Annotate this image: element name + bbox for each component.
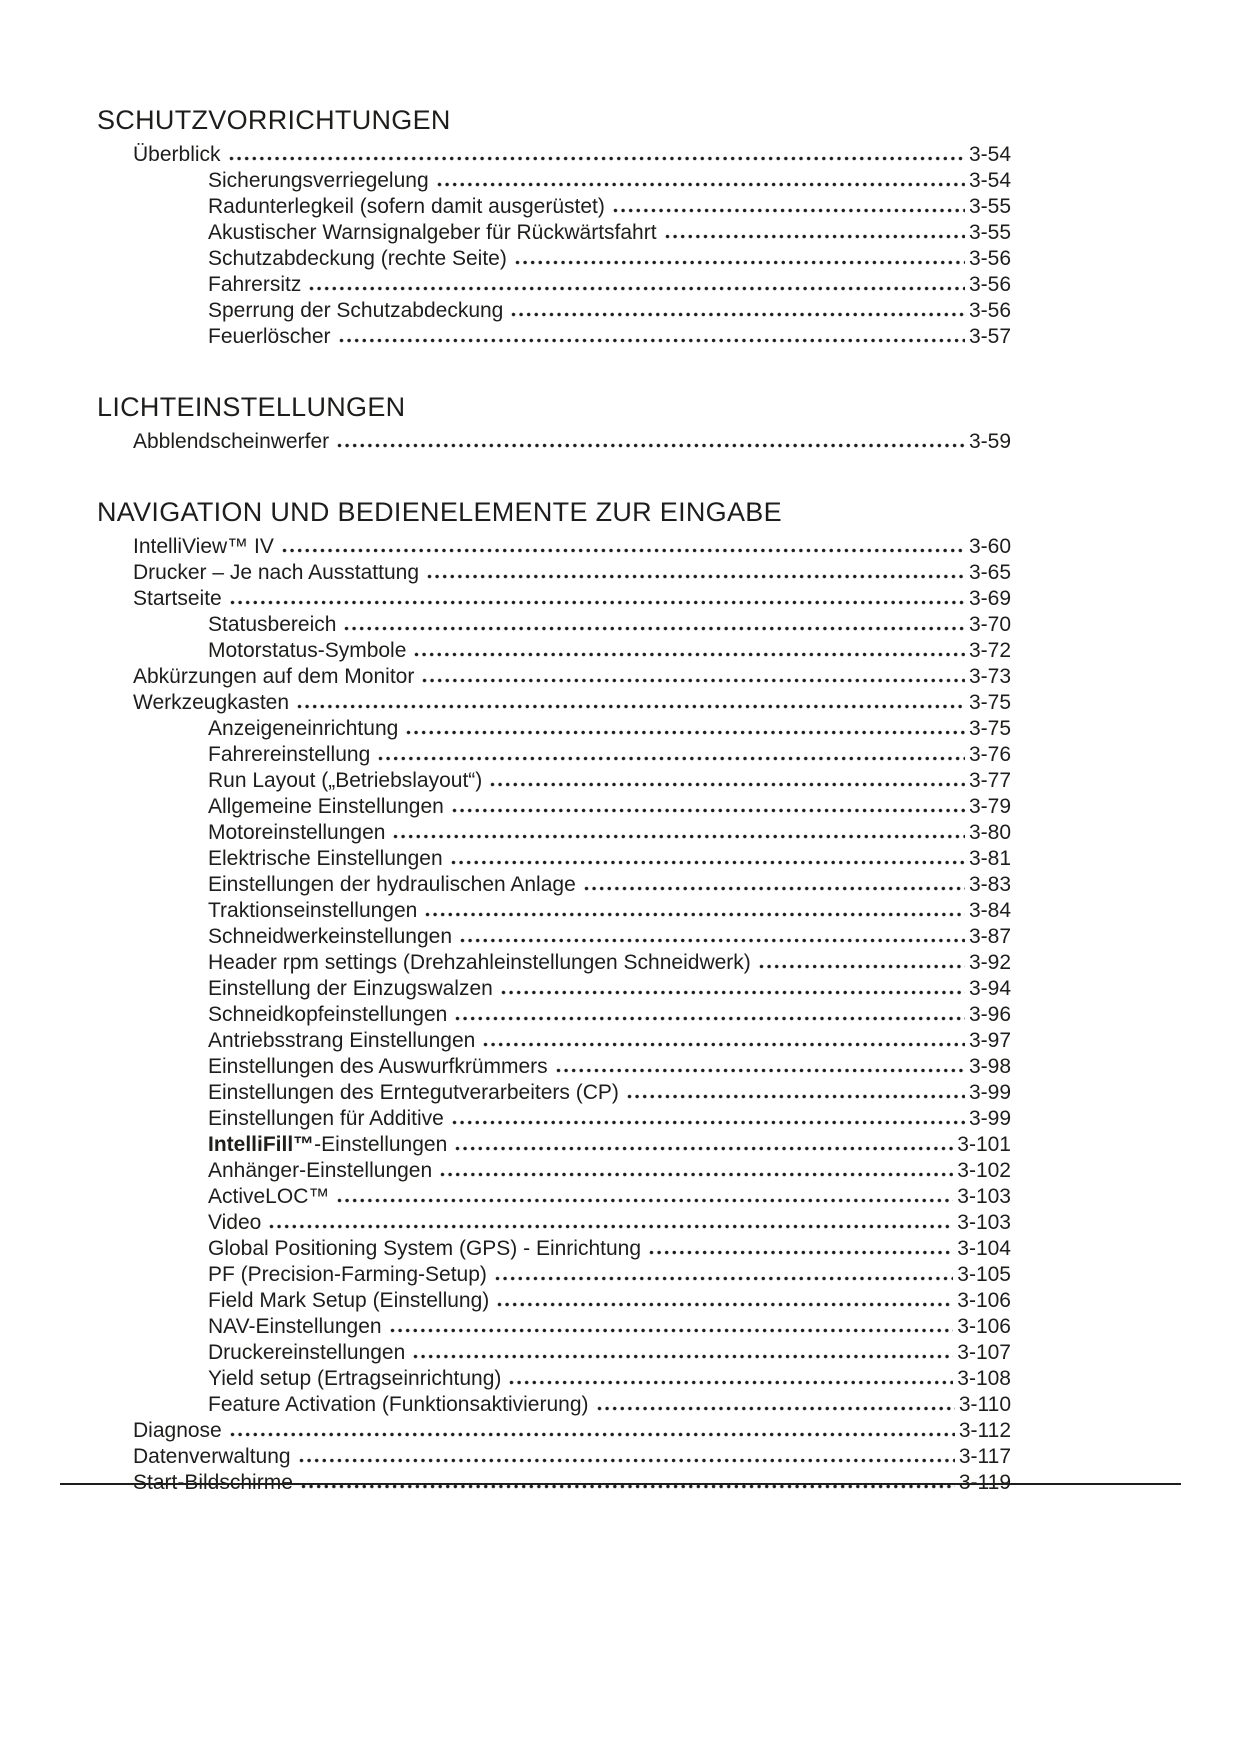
entry-page-number: 3-92 bbox=[968, 951, 1011, 974]
entry-label: Yield setup (Ertragseinrichtung) bbox=[208, 1367, 502, 1390]
entry-label: Fahrersitz bbox=[208, 273, 302, 296]
entry-label: PF (Precision-Farming-Setup) bbox=[208, 1263, 487, 1286]
entry-label: Schneidwerkeinstellungen bbox=[208, 925, 452, 948]
leader-dots bbox=[494, 1276, 953, 1281]
section-title: SCHUTZVORRICHTUNGEN bbox=[97, 105, 451, 135]
leader-dots bbox=[436, 182, 965, 187]
entry-label: Datenverwaltung bbox=[133, 1445, 291, 1468]
entry-page-number: 3-57 bbox=[968, 325, 1011, 348]
entry-label: IntelliView™ IV bbox=[133, 535, 274, 558]
entry-page-number: 3-108 bbox=[957, 1367, 1011, 1390]
leader-dots bbox=[612, 208, 965, 213]
entry-label: Global Positioning System (GPS) - Einrichtung bbox=[208, 1237, 642, 1260]
entry-page-number: 3-59 bbox=[968, 430, 1011, 453]
entry-page-number: 3-65 bbox=[968, 561, 1011, 584]
toc-entry bbox=[97, 976, 1011, 1002]
leader-dots bbox=[338, 338, 965, 343]
leader-dots bbox=[555, 1068, 965, 1073]
toc-entry bbox=[97, 560, 1011, 586]
leader-dots bbox=[392, 834, 965, 839]
entry-page-number: 3-55 bbox=[968, 195, 1011, 218]
entry-page-number: 3-56 bbox=[968, 273, 1011, 296]
leader-dots bbox=[489, 782, 965, 787]
entry-label: Akustischer Warnsignalgeber für Rückwärtsfahrt bbox=[208, 221, 657, 244]
entry-page-number: 3-103 bbox=[957, 1185, 1011, 1208]
toc-entry bbox=[97, 298, 1011, 324]
table-of-contents bbox=[97, 104, 1011, 1496]
entry-label: Motorstatus-Symbole bbox=[208, 639, 407, 662]
toc-entry bbox=[97, 1418, 1011, 1444]
entry-page-number: 3-117 bbox=[958, 1445, 1011, 1468]
entry-page-number: 3-99 bbox=[968, 1107, 1011, 1130]
leader-dots bbox=[451, 1120, 965, 1125]
toc-entry bbox=[97, 1210, 1011, 1236]
toc-entry bbox=[97, 142, 1011, 168]
entry-label: Einstellung der Einzugswalzen bbox=[208, 977, 493, 1000]
leader-dots bbox=[439, 1172, 953, 1177]
toc-entry bbox=[97, 716, 1011, 742]
entry-page-number: 3-70 bbox=[968, 613, 1011, 636]
entry-label: Druckereinstellungen bbox=[208, 1341, 406, 1364]
entry-label: Einstellungen der hydraulischen Anlage bbox=[208, 873, 576, 896]
leader-dots bbox=[228, 156, 965, 161]
entry-page-number: 3-73 bbox=[968, 665, 1011, 688]
leader-dots bbox=[626, 1094, 965, 1099]
entry-label: Abblendscheinwerfer bbox=[133, 430, 330, 453]
entry-page-number: 3-76 bbox=[968, 743, 1011, 766]
entry-label: Sicherungsverriegelung bbox=[208, 169, 429, 192]
entry-page-number: 3-80 bbox=[968, 821, 1011, 844]
leader-dots bbox=[268, 1224, 953, 1229]
entry-page-number: 3-75 bbox=[968, 717, 1011, 740]
entry-label: Überblick bbox=[133, 143, 221, 166]
toc-section bbox=[97, 496, 1011, 1496]
entry-page-number: 3-102 bbox=[957, 1159, 1011, 1182]
toc-section bbox=[97, 104, 1011, 350]
leader-dots bbox=[451, 808, 965, 813]
leader-dots bbox=[343, 626, 965, 631]
leader-dots bbox=[454, 1016, 965, 1021]
entry-page-number: 3-104 bbox=[957, 1237, 1011, 1260]
leader-dots bbox=[281, 548, 965, 553]
toc-entry bbox=[97, 1002, 1011, 1028]
leader-dots bbox=[412, 1354, 953, 1359]
entry-label: Schneidkopfeinstellungen bbox=[208, 1003, 448, 1026]
entry-page-number: 3-94 bbox=[968, 977, 1011, 1000]
entry-label: Einstellungen für Additive bbox=[208, 1107, 444, 1130]
toc-entry bbox=[97, 586, 1011, 612]
leader-dots bbox=[389, 1328, 954, 1333]
toc-entry bbox=[97, 246, 1011, 272]
entry-label: Motoreinstellungen bbox=[208, 821, 386, 844]
entry-page-number: 3-110 bbox=[958, 1393, 1011, 1416]
entry-page-number: 3-69 bbox=[968, 587, 1011, 610]
toc-entry bbox=[97, 1392, 1011, 1418]
toc-entry bbox=[97, 1288, 1011, 1314]
toc-entry bbox=[97, 1028, 1011, 1054]
entry-label: Run Layout („Betriebslayout“) bbox=[208, 769, 483, 792]
leader-dots bbox=[413, 652, 965, 657]
toc-entry bbox=[97, 324, 1011, 350]
entry-label: Antriebsstrang Einstellungen bbox=[208, 1029, 476, 1052]
toc-entry bbox=[97, 612, 1011, 638]
leader-dots bbox=[296, 704, 965, 709]
entry-page-number: 3-60 bbox=[968, 535, 1011, 558]
toc-entry bbox=[97, 1340, 1011, 1366]
entry-page-number: 3-81 bbox=[968, 847, 1011, 870]
toc-entry bbox=[97, 1262, 1011, 1288]
entry-page-number: 3-101 bbox=[957, 1133, 1011, 1156]
entry-label: Einstellungen des Erntegutverarbeiters (CP) bbox=[208, 1081, 619, 1104]
entry-page-number: 3-75 bbox=[968, 691, 1011, 714]
toc-entry bbox=[97, 638, 1011, 664]
entry-label: ActiveLOC™ bbox=[208, 1185, 330, 1208]
toc-entry bbox=[97, 1054, 1011, 1080]
toc-entry bbox=[97, 846, 1011, 872]
leader-dots bbox=[758, 964, 965, 969]
entry-page-number: 3-103 bbox=[957, 1211, 1011, 1234]
leader-dots bbox=[459, 938, 965, 943]
toc-entry bbox=[97, 1158, 1011, 1184]
leader-dots bbox=[229, 600, 965, 605]
section-title: NAVIGATION UND BEDIENELEMENTE ZUR EINGABE bbox=[97, 497, 782, 527]
toc-entry bbox=[97, 1184, 1011, 1210]
toc-entry bbox=[97, 898, 1011, 924]
toc-entry bbox=[97, 1236, 1011, 1262]
entry-label: Drucker – Je nach Ausstattung bbox=[133, 561, 419, 584]
leader-dots bbox=[377, 756, 965, 761]
entry-page-number: 3-105 bbox=[957, 1263, 1011, 1286]
entry-page-number: 3-87 bbox=[968, 925, 1011, 948]
toc-entry bbox=[97, 194, 1011, 220]
toc-entry bbox=[97, 924, 1011, 950]
entry-page-number: 3-56 bbox=[968, 299, 1011, 322]
entry-page-number: 3-55 bbox=[968, 221, 1011, 244]
toc-entry bbox=[97, 272, 1011, 298]
entry-label: Header rpm settings (Drehzahleinstellungen Schneidwerk) bbox=[208, 951, 751, 974]
toc-entry bbox=[97, 742, 1011, 768]
leader-dots bbox=[405, 730, 965, 735]
entry-label: Startseite bbox=[133, 587, 222, 610]
leader-dots bbox=[450, 860, 965, 865]
toc-entry bbox=[97, 1106, 1011, 1132]
toc-entry bbox=[97, 1444, 1011, 1470]
toc-entry bbox=[97, 168, 1011, 194]
entry-page-number: 3-96 bbox=[968, 1003, 1011, 1026]
leader-dots bbox=[596, 1406, 955, 1411]
entry-page-number: 3-106 bbox=[957, 1315, 1011, 1338]
entry-page-number: 3-54 bbox=[968, 169, 1011, 192]
leader-dots bbox=[454, 1146, 953, 1151]
entry-label: Traktionseinstellungen bbox=[208, 899, 418, 922]
leader-dots bbox=[496, 1302, 953, 1307]
entry-label: Werkzeugkasten bbox=[133, 691, 290, 714]
entry-page-number: 3-72 bbox=[968, 639, 1011, 662]
toc-entry bbox=[97, 794, 1011, 820]
leader-dots bbox=[583, 886, 965, 891]
entry-label: Fahrereinstellung bbox=[208, 743, 371, 766]
toc-section bbox=[97, 391, 1011, 455]
leader-dots bbox=[424, 912, 965, 917]
leader-dots bbox=[514, 260, 965, 265]
toc-entry bbox=[97, 872, 1011, 898]
entry-page-number: 3-107 bbox=[957, 1341, 1011, 1364]
entry-label: Diagnose bbox=[133, 1419, 222, 1442]
entry-label: NAV-Einstellungen bbox=[208, 1315, 382, 1338]
toc-entry bbox=[97, 768, 1011, 794]
section-title: LICHTEINSTELLUNGEN bbox=[97, 392, 406, 422]
toc-entry bbox=[97, 950, 1011, 976]
entry-label: Anzeigeneinrichtung bbox=[208, 717, 399, 740]
toc-entry bbox=[97, 690, 1011, 716]
entry-label: Radunterlegkeil (sofern damit ausgerüstet) bbox=[208, 195, 605, 218]
leader-dots bbox=[664, 234, 965, 239]
entry-label: Abkürzungen auf dem Monitor bbox=[133, 665, 415, 688]
entry-page-number: 3-106 bbox=[957, 1289, 1011, 1312]
entry-label: Feuerlöscher bbox=[208, 325, 331, 348]
entry-page-number: 3-99 bbox=[968, 1081, 1011, 1104]
entry-label: Einstellungen des Auswurfkrümmers bbox=[208, 1055, 548, 1078]
entry-label: Sperrung der Schutzabdeckung bbox=[208, 299, 504, 322]
entry-page-number: 3-119 bbox=[958, 1471, 1011, 1494]
entry-page-number: 3-83 bbox=[968, 873, 1011, 896]
entry-label: Elektrische Einstellungen bbox=[208, 847, 443, 870]
toc-entry bbox=[97, 1080, 1011, 1106]
leader-dots bbox=[298, 1458, 955, 1463]
entry-label: Video bbox=[208, 1211, 262, 1234]
leader-dots bbox=[308, 286, 965, 291]
entry-label: Feature Activation (Funktionsaktivierung) bbox=[208, 1393, 589, 1416]
entry-page-number: 3-98 bbox=[968, 1055, 1011, 1078]
toc-entry bbox=[97, 220, 1011, 246]
entry-label: Field Mark Setup (Einstellung) bbox=[208, 1289, 490, 1312]
entry-page-number: 3-79 bbox=[968, 795, 1011, 818]
entry-label: Start-Bildschirme bbox=[133, 1471, 293, 1494]
leader-dots bbox=[426, 574, 965, 579]
entry-label: Allgemeine Einstellungen bbox=[208, 795, 444, 818]
leader-dots bbox=[336, 443, 965, 448]
entry-page-number: 3-56 bbox=[968, 247, 1011, 270]
leader-dots bbox=[421, 678, 965, 683]
footer-rule bbox=[60, 1483, 1181, 1485]
leader-dots bbox=[510, 312, 965, 317]
leader-dots bbox=[508, 1380, 953, 1385]
entry-page-number: 3-77 bbox=[968, 769, 1011, 792]
toc-entry bbox=[97, 1314, 1011, 1340]
entry-label: Schutzabdeckung (rechte Seite) bbox=[208, 247, 507, 270]
entry-page-number: 3-84 bbox=[968, 899, 1011, 922]
entry-label: Statusbereich bbox=[208, 613, 337, 636]
toc-entry bbox=[97, 534, 1011, 560]
leader-dots bbox=[482, 1042, 965, 1047]
entry-page-number: 3-112 bbox=[958, 1419, 1011, 1442]
leader-dots bbox=[648, 1250, 953, 1255]
entry-page-number: 3-54 bbox=[968, 143, 1011, 166]
toc-entry bbox=[97, 1366, 1011, 1392]
leader-dots bbox=[229, 1432, 955, 1437]
toc-entry bbox=[97, 429, 1011, 455]
entry-page-number: 3-97 bbox=[968, 1029, 1011, 1052]
leader-dots bbox=[500, 990, 965, 995]
toc-entry bbox=[97, 664, 1011, 690]
entry-label: IntelliFill™-Einstellungen bbox=[208, 1133, 448, 1156]
entry-label-brand: IntelliFill™ bbox=[208, 1133, 315, 1156]
leader-dots bbox=[336, 1198, 953, 1203]
toc-entry bbox=[97, 1132, 1011, 1158]
toc-entry bbox=[97, 820, 1011, 846]
entry-label: Anhänger-Einstellungen bbox=[208, 1159, 433, 1182]
